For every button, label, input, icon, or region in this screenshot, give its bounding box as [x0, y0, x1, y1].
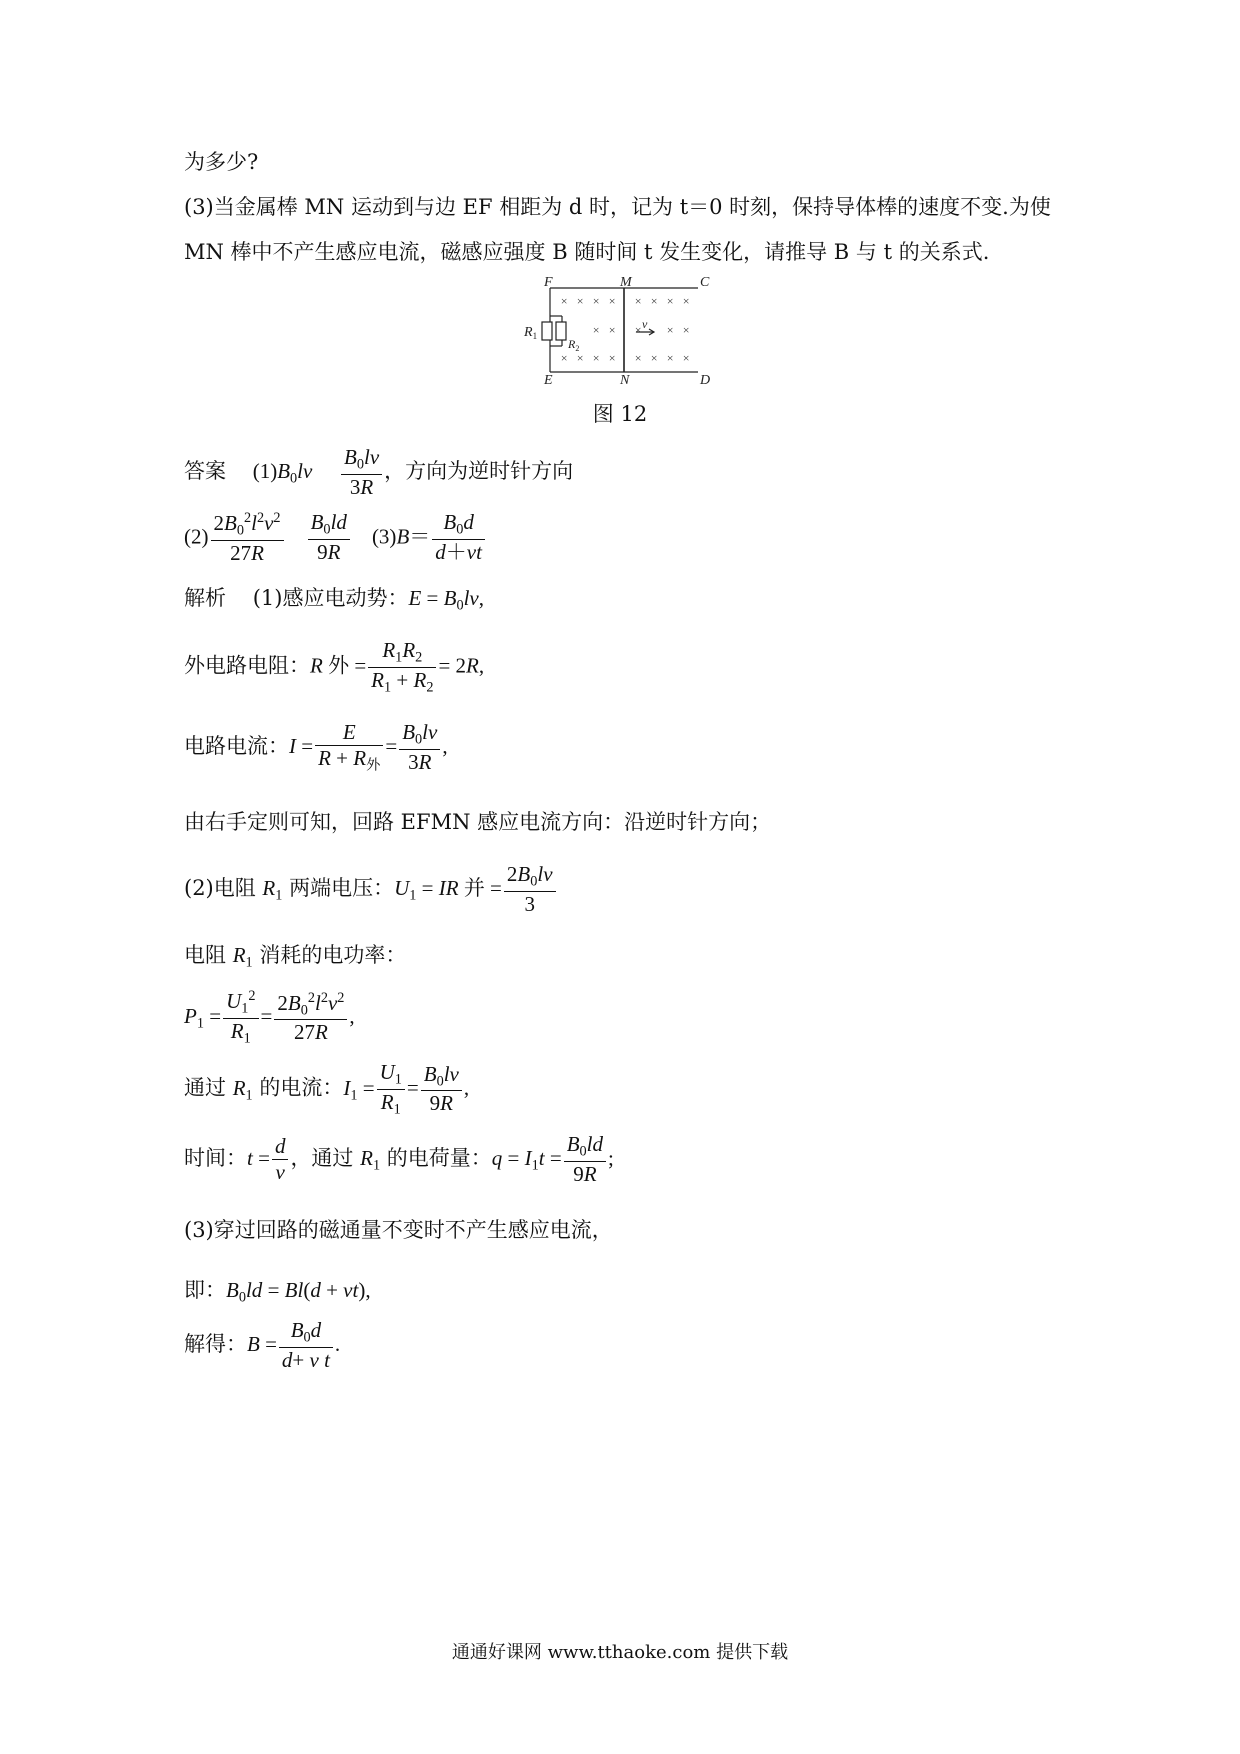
- field-cross: ×: [649, 294, 659, 308]
- field-cross: ×: [607, 323, 617, 337]
- footer-text: 通通好课网 www.tthaoke.com 提供下载: [451, 1642, 789, 1663]
- label-C: C: [700, 276, 710, 290]
- analysis-line-12: 解得：B = $\frac{B_0d}{\text{d+ v t}}$ .: [184, 1318, 341, 1372]
- analysis-line-5: (2)电阻 $R_1$ 两端电压：$U_1$ = IR 并 = $\frac{2B_0lv}{3}$: [184, 862, 558, 917]
- field-cross: ×: [665, 294, 675, 308]
- field-cross: ×: [559, 351, 569, 365]
- field-cross: ×: [633, 323, 643, 337]
- field-cross: ×: [681, 323, 691, 337]
- label-N: N: [620, 373, 630, 384]
- field-cross: ×: [665, 323, 675, 337]
- label-R1: $R_1$: [524, 325, 538, 341]
- field-cross: ×: [575, 294, 585, 308]
- answer-line-1: 答案 $(1)B_0lv$ $\frac{B_0lv}{3R}$ ，方向为逆时针方向: [184, 445, 574, 499]
- field-cross: ×: [681, 294, 691, 308]
- analysis-line-3: 电路电流：I = $\frac{E}{R + R_外}$ = $\frac{B_0lv}{3R}$ ,: [184, 720, 448, 774]
- answer-line-2: (2) $\frac{2B_0^2l^2v^2}{27R}$ $\frac{B_0ld}{9R}$ (3)B＝ $\frac{B_0d}{d+vt}$: [184, 510, 487, 566]
- analysis-line-2: 外电路电阻：R 外 = $\frac{R_1R_2}{R_1 + R_2}$ = 2R,: [184, 638, 485, 696]
- label-v: v: [642, 317, 648, 331]
- analysis-line-6: 电阻 $R_1$ 消耗的电功率：: [184, 943, 407, 971]
- analysis-line-8: 通过 $R_1$ 的电流：$I_1$ = $\frac{U_1}{R_1}$ = $\frac{B_0lv}{9R}$ ,: [184, 1060, 470, 1118]
- field-cross: ×: [633, 294, 643, 308]
- answer-label: 答案: [184, 458, 226, 483]
- field-cross: ×: [559, 294, 569, 308]
- label-R2: $R_2$: [568, 337, 580, 353]
- label-F: F: [544, 276, 553, 290]
- analysis-line-10: (3)穿过回路的磁通量不变时不产生感应电流，: [184, 1218, 613, 1242]
- analysis-label: 解析: [184, 586, 226, 610]
- field-cross: ×: [591, 351, 601, 365]
- analysis-line-1: 解析 (1)感应电动势：$E = B_0lv$,: [184, 586, 484, 614]
- field-cross: ×: [591, 294, 601, 308]
- field-cross: ×: [649, 351, 659, 365]
- analysis-line-7: $P_1$ = $\frac{U_1^2}{R_1}$ = $\frac{2B_0^2l^2v^2}{27R}$ ,: [184, 988, 355, 1047]
- field-cross: ×: [575, 351, 585, 365]
- analysis-line-11: 即：$B_0ld = Bl(d + vt)$,: [184, 1278, 371, 1306]
- analysis-line-4: 由右手定则可知，回路 EFMN 感应电流方向：沿逆时针方向；: [184, 810, 772, 834]
- question-line-3: MN 棒中不产生感应电流，磁感应强度 B 随时间 t 发生变化，请推导 B 与 t 的关系式.: [184, 240, 990, 264]
- field-cross: ×: [681, 351, 691, 365]
- analysis-line-9: 时间：t = $\frac{d}{v}$ ，通过 $R_1$ 的电荷量：$q = I_1t$ = $\frac{B_0ld}{9R}$ ;: [184, 1132, 614, 1186]
- field-cross: ×: [665, 351, 675, 365]
- field-cross: ×: [591, 323, 601, 337]
- label-M: M: [620, 276, 632, 290]
- question-line-2: (3)当金属棒 MN 运动到与边 EF 相距为 d 时，记为 t＝0 时刻，保持导体棒的速度不变.为使: [184, 195, 1051, 219]
- label-D: D: [700, 373, 711, 384]
- field-cross: ×: [633, 351, 643, 365]
- figure-12-diagram: [520, 276, 720, 384]
- label-E: E: [544, 373, 553, 384]
- question-line-1: 为多少?: [184, 150, 259, 174]
- field-cross: ×: [607, 294, 617, 308]
- field-cross: ×: [607, 351, 617, 365]
- figure-caption: 图 12: [592, 402, 648, 426]
